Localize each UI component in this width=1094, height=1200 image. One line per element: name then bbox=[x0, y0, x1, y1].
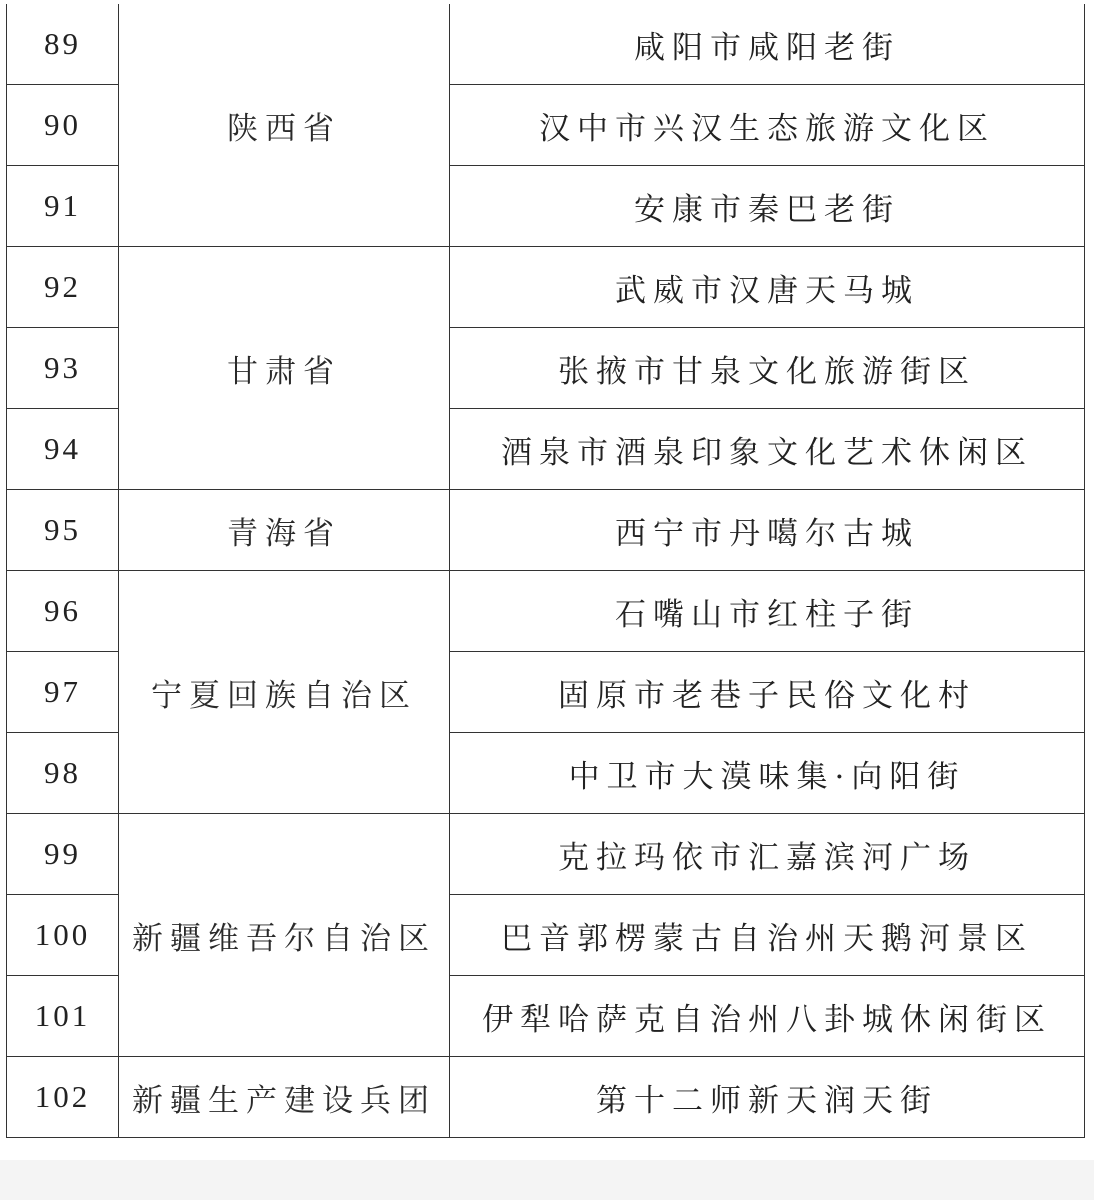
area-name: 安康市秦巴老街 bbox=[450, 166, 1085, 247]
area-name: 固原市老巷子民俗文化村 bbox=[450, 652, 1085, 733]
table-row bbox=[7, 247, 1085, 328]
row-number: 102 bbox=[7, 1057, 119, 1138]
row-number: 89 bbox=[7, 4, 119, 85]
area-name: 张掖市甘泉文化旅游街区 bbox=[450, 328, 1085, 409]
row-number: 94 bbox=[7, 409, 119, 490]
table-row bbox=[7, 4, 1085, 85]
table-row bbox=[7, 571, 1085, 652]
row-number: 92 bbox=[7, 247, 119, 328]
province-cell: 陕西省 bbox=[119, 4, 450, 247]
area-name: 汉中市兴汉生态旅游文化区 bbox=[450, 85, 1085, 166]
area-name: 武威市汉唐天马城 bbox=[450, 247, 1085, 328]
scenic-area-table bbox=[6, 4, 1085, 1138]
table-row bbox=[7, 1057, 1085, 1138]
row-number: 97 bbox=[7, 652, 119, 733]
row-number: 98 bbox=[7, 733, 119, 814]
area-name: 伊犁哈萨克自治州八卦城休闲街区 bbox=[450, 976, 1085, 1057]
area-name: 酒泉市酒泉印象文化艺术休闲区 bbox=[450, 409, 1085, 490]
province-cell: 新疆生产建设兵团 bbox=[119, 1057, 450, 1138]
area-name: 第十二师新天润天街 bbox=[450, 1057, 1085, 1138]
row-number: 101 bbox=[7, 976, 119, 1057]
area-name: 巴音郭楞蒙古自治州天鹅河景区 bbox=[450, 895, 1085, 976]
row-number: 96 bbox=[7, 571, 119, 652]
area-name: 中卫市大漠味集·向阳街 bbox=[450, 733, 1085, 814]
province-cell: 青海省 bbox=[119, 490, 450, 571]
table-row bbox=[7, 814, 1085, 895]
scenic-area-table-container bbox=[6, 4, 1085, 1138]
row-number: 100 bbox=[7, 895, 119, 976]
area-name: 克拉玛依市汇嘉滨河广场 bbox=[450, 814, 1085, 895]
row-number: 93 bbox=[7, 328, 119, 409]
row-number: 91 bbox=[7, 166, 119, 247]
area-name: 石嘴山市红柱子街 bbox=[450, 571, 1085, 652]
area-name: 咸阳市咸阳老街 bbox=[450, 4, 1085, 85]
province-cell: 新疆维吾尔自治区 bbox=[119, 814, 450, 1057]
area-name: 西宁市丹噶尔古城 bbox=[450, 490, 1085, 571]
row-number: 99 bbox=[7, 814, 119, 895]
page-bottom-margin bbox=[0, 1160, 1094, 1200]
row-number: 90 bbox=[7, 85, 119, 166]
province-cell: 甘肃省 bbox=[119, 247, 450, 490]
table-row bbox=[7, 490, 1085, 571]
province-cell: 宁夏回族自治区 bbox=[119, 571, 450, 814]
row-number: 95 bbox=[7, 490, 119, 571]
